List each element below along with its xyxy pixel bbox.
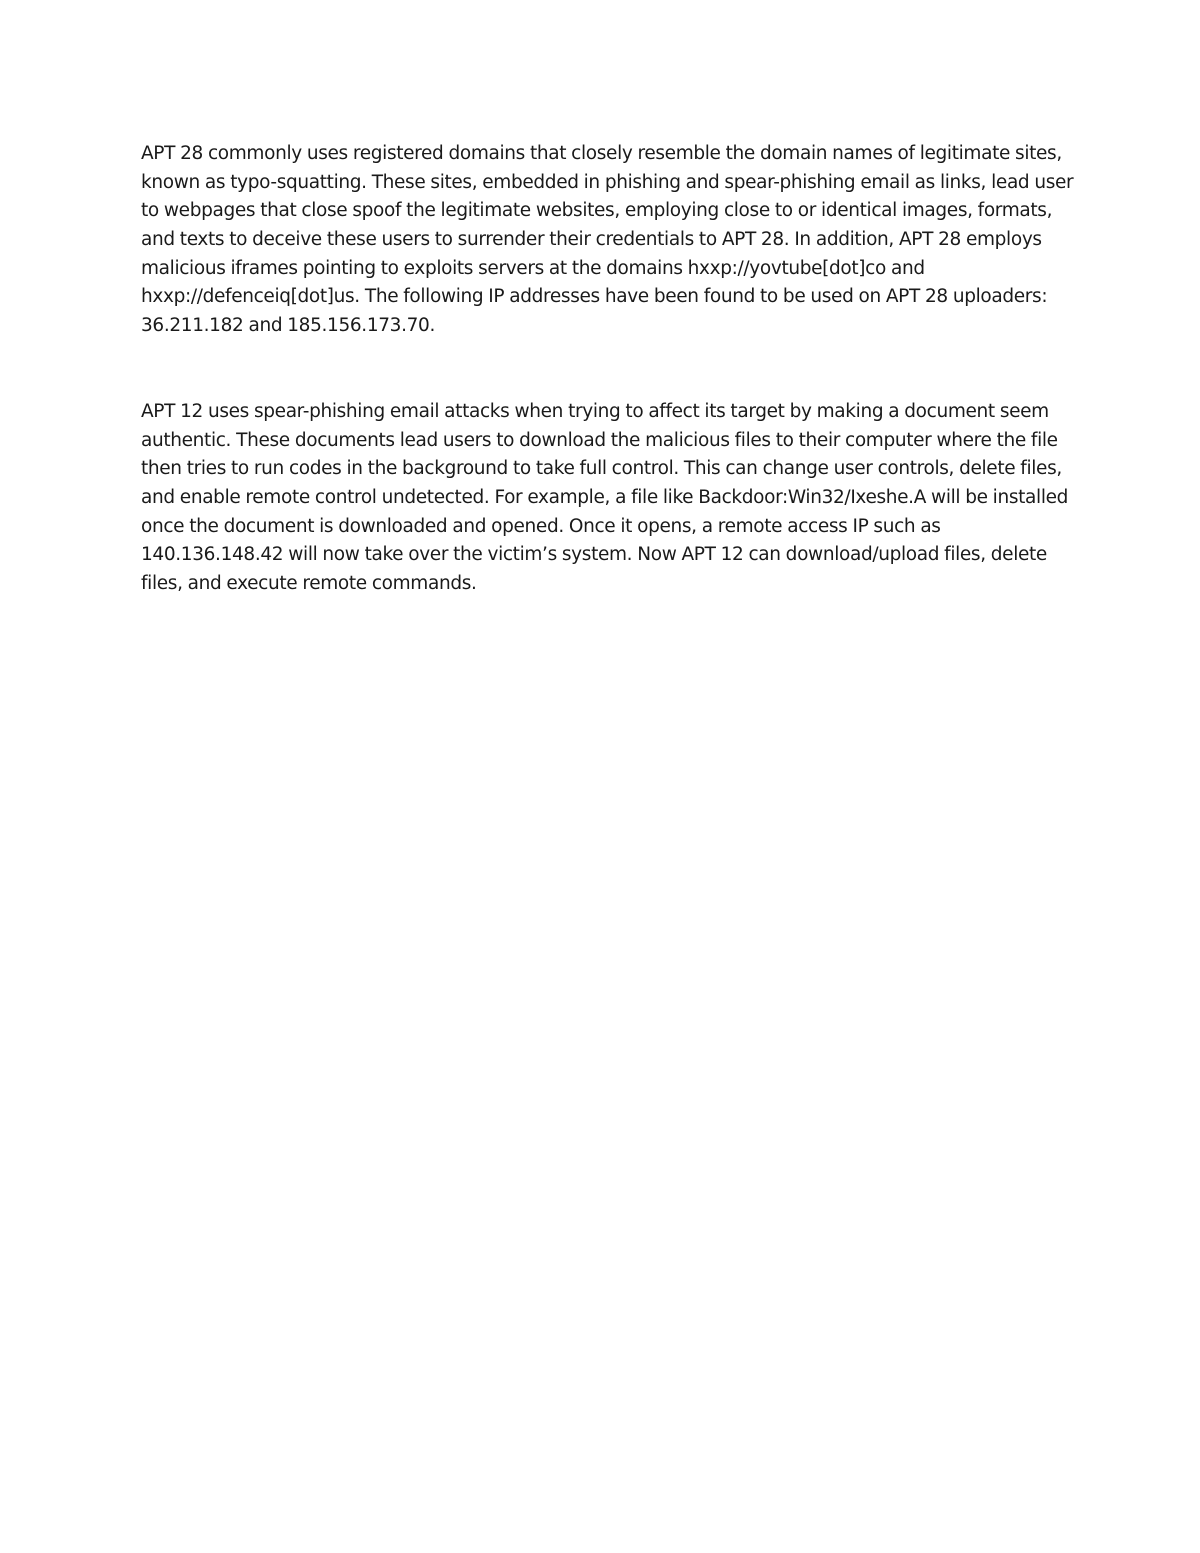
text-line: once the document is downloaded and opened. Once it opens, a remote access IP such as bbox=[141, 515, 941, 537]
text-line: APT 12 uses spear-phishing email attacks when trying to affect its target by making a document seem bbox=[141, 400, 1049, 422]
text-line: files, and execute remote commands. bbox=[141, 572, 477, 594]
text-line: and texts to deceive these users to surrender their credentials to APT 28. In addition, APT 28 employs bbox=[141, 229, 1042, 251]
text-line: and enable remote control undetected. For example, a file like Backdoor:Win32/Ixeshe.A will be installed bbox=[141, 486, 1069, 508]
text-line: 36.211.182 and 185.156.173.70. bbox=[141, 315, 435, 337]
paragraph-apt12 bbox=[141, 398, 1071, 599]
text-line: known as typo-squatting. These sites, embedded in phishing and spear-phishing email as links, lead user bbox=[141, 171, 1074, 193]
text-line: malicious iframes pointing to exploits servers at the domains hxxp://yovtube[dot]co and bbox=[141, 257, 925, 279]
text-line: hxxp://defenceiq[dot]us. The following IP addresses have been found to be used on APT 28 uploaders: bbox=[141, 286, 1048, 308]
document-body bbox=[141, 140, 1074, 599]
text-line: authentic. These documents lead users to download the malicious files to their computer where the file bbox=[141, 429, 1058, 451]
text-line: then tries to run codes in the background to take full control. This can change user controls, delete files, bbox=[141, 458, 1062, 480]
text-line: to webpages that close spoof the legitimate websites, employing close to or identical images, formats, bbox=[141, 200, 1053, 222]
text-line: 140.136.148.42 will now take over the victim’s system. Now APT 12 can download/upload files, delete bbox=[141, 544, 1047, 566]
paragraph-apt28 bbox=[141, 140, 1074, 341]
text-line: APT 28 commonly uses registered domains that closely resemble the domain names of legitimate sites, bbox=[141, 143, 1062, 164]
